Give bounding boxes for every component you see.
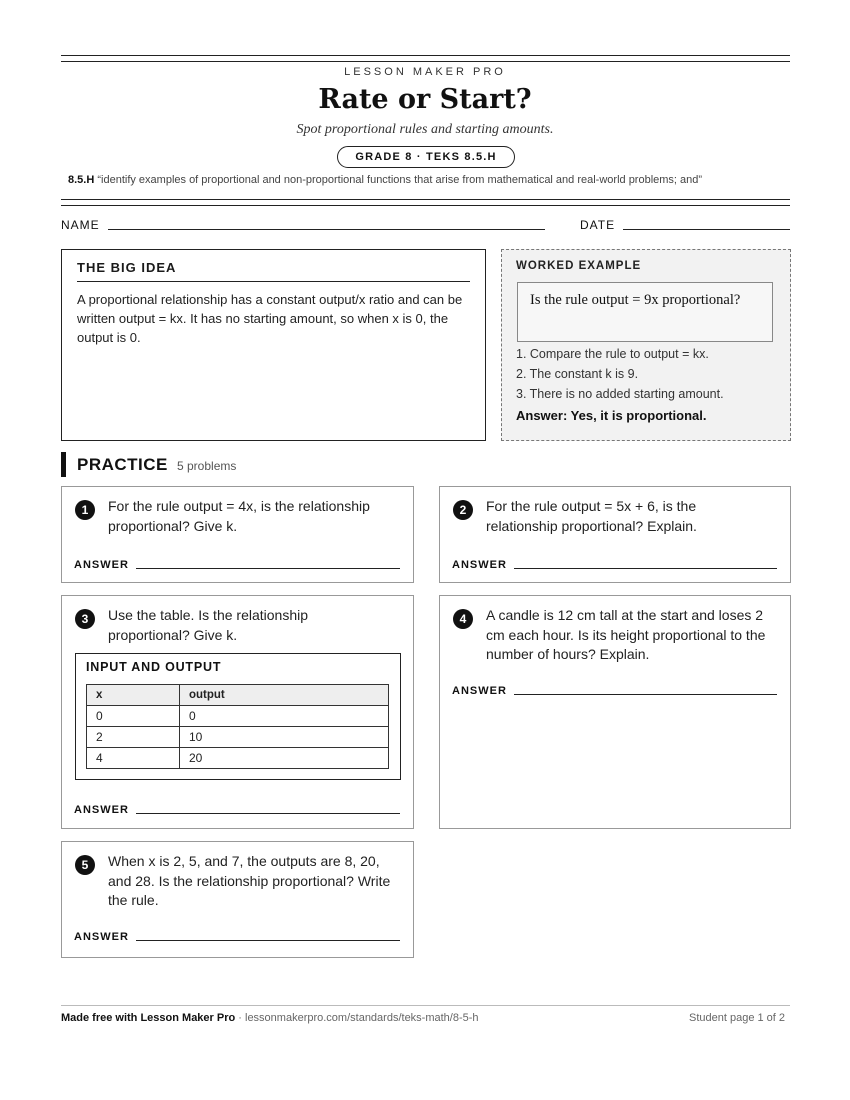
answer-label: ANSWER — [74, 559, 129, 571]
input-output-table-box — [75, 653, 401, 780]
big-idea-panel — [61, 249, 486, 441]
answer-line[interactable] — [136, 813, 400, 814]
footer-made-with: Made free with Lesson Maker Pro — [61, 1012, 236, 1024]
problem-question: Use the table. Is the relationship proportional? Give k. — [108, 607, 309, 643]
problem-number-badge: 5 — [75, 855, 95, 875]
worked-example-steps — [516, 344, 724, 404]
practice-count: 5 problems — [177, 459, 237, 473]
page-title: Rate or Start? — [318, 84, 532, 115]
answer-line[interactable] — [514, 694, 777, 695]
problem-card-3 — [61, 595, 414, 829]
problem-number-badge: 1 — [75, 500, 95, 520]
table-cell: 20 — [180, 748, 389, 769]
answer-label: ANSWER — [452, 685, 507, 697]
big-idea-text: A proportional relationship has a constant output/x ratio and can be written output = kx. It has no starting amount, so when x is 0, the output is 0. — [77, 292, 463, 345]
worked-example-heading: WORKED EXAMPLE — [516, 260, 642, 272]
problem-card-4 — [439, 595, 791, 829]
problem-card-5 — [61, 841, 414, 958]
answer-label: ANSWER — [74, 931, 129, 943]
brand-name: LESSON MAKER PRO — [344, 66, 506, 78]
problem-question: When x is 2, 5, and 7, the outputs are 8, 20, and 28. Is the relationship proportional? Write the rule. — [108, 853, 391, 908]
date-label: DATE — [580, 218, 616, 232]
table-cell: 0 — [87, 706, 180, 727]
table-header-row — [87, 685, 389, 706]
standard-statement — [68, 174, 798, 186]
problem-question: For the rule output = 5x + 6, is the relationship proportional? Explain. — [486, 498, 697, 534]
footer-credit — [61, 1012, 479, 1024]
standard-text: “identify examples of proportional and non-proportional functions that arise from mathematical and real-world problems; and” — [97, 174, 703, 186]
table-row — [87, 727, 389, 748]
table-header-cell: output — [180, 685, 389, 706]
worked-example-step: 1. Compare the rule to output = kx. — [516, 347, 709, 361]
big-idea-heading: THE BIG IDEA — [77, 260, 470, 282]
worked-example-answer: Answer: Yes, it is proportional. — [516, 408, 707, 423]
table-cell: 10 — [180, 727, 389, 748]
standard-code: 8.5.H — [68, 174, 95, 186]
worked-example-question: Is the rule output = 9x proportional? — [517, 282, 773, 342]
grade-badge: GRADE 8 · TEKS 8.5.H — [337, 146, 515, 168]
answer-line[interactable] — [136, 940, 400, 941]
footer-rule — [61, 1005, 790, 1006]
practice-heading: PRACTICE — [77, 455, 168, 474]
page-subtitle: Spot proportional rules and starting amounts. — [296, 122, 554, 137]
problem-number-badge: 3 — [75, 609, 95, 629]
name-label: NAME — [61, 218, 100, 232]
input-output-table — [86, 684, 389, 769]
worked-example-panel — [501, 249, 791, 441]
table-header-cell: x — [87, 685, 180, 706]
date-field[interactable] — [623, 229, 790, 230]
table-cell: 2 — [87, 727, 180, 748]
table-caption: INPUT AND OUTPUT — [86, 660, 222, 674]
problem-number-badge: 4 — [453, 609, 473, 629]
practice-accent-bar — [61, 452, 66, 477]
worked-example-step: 2. The constant k is 9. — [516, 367, 639, 381]
header-top-rule — [61, 55, 790, 62]
table-cell: 4 — [87, 748, 180, 769]
table-cell: 0 — [180, 706, 389, 727]
footer-url[interactable]: · lessonmakerpro.com/standards/teks-math/8-5-h — [235, 1012, 479, 1024]
answer-label: ANSWER — [452, 559, 507, 571]
header-bottom-rule — [61, 199, 790, 206]
footer-page-number: Student page 1 of 2 — [689, 1012, 786, 1024]
problem-card-1 — [61, 486, 414, 583]
worked-example-step: 3. There is no added starting amount. — [516, 387, 724, 401]
problem-question: For the rule output = 4x, is the relationship proportional? Give k. — [108, 498, 370, 534]
answer-line[interactable] — [514, 568, 777, 569]
table-row — [87, 706, 389, 727]
name-field[interactable] — [108, 229, 545, 230]
answer-label: ANSWER — [74, 804, 129, 816]
problem-card-2 — [439, 486, 791, 583]
table-row — [87, 748, 389, 769]
problem-number-badge: 2 — [453, 500, 473, 520]
answer-line[interactable] — [136, 568, 400, 569]
problem-question: A candle is 12 cm tall at the start and loses 2 cm each hour. Is its height proportional to the number of hours? Explain. — [486, 607, 766, 662]
